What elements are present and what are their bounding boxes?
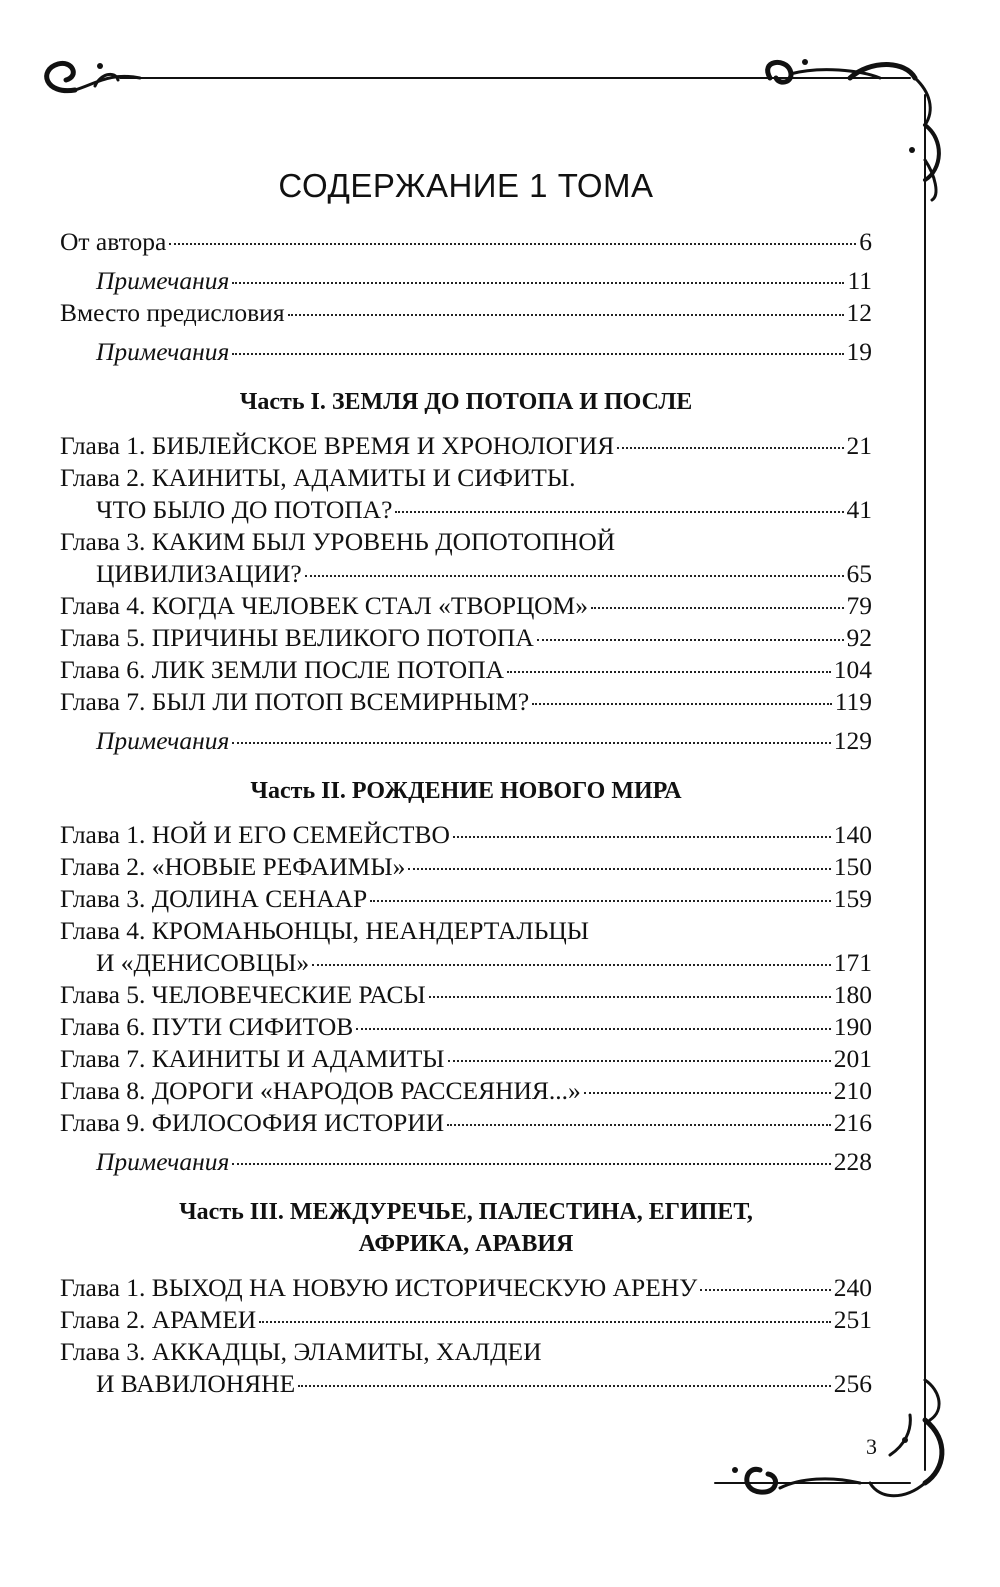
- dot-leader: [232, 742, 830, 744]
- page-title: СОДЕРЖАНИЕ 1 ТОМА: [278, 167, 654, 204]
- toc-entry-label: Глава 8. ДОРОГИ «НАРОДОВ РАССЕЯНИЯ...»: [60, 1076, 581, 1105]
- toc-entry-label-cont: ЦИВИЛИЗАЦИИ?: [96, 559, 302, 588]
- dot-leader: [395, 511, 843, 513]
- toc-entry-page: 150: [833, 852, 872, 881]
- toc-entry-label: Глава 2. «НОВЫЕ РЕФАИМЫ»: [60, 852, 406, 881]
- dot-leader: [453, 836, 831, 838]
- toc-entry-label-cont: И ВАВИЛОНЯНЕ: [96, 1369, 296, 1398]
- toc-entry[interactable]: [60, 297, 872, 329]
- toc-notes-entry[interactable]: [60, 336, 872, 368]
- toc-entry-label: Вместо предисловия: [60, 298, 285, 327]
- toc-entry-page: 190: [833, 1012, 872, 1041]
- toc-entry-page: 92: [846, 623, 872, 652]
- toc-entry-label-cont: И «ДЕНИСОВЦЫ»: [96, 948, 310, 977]
- toc-entry[interactable]: [60, 1075, 872, 1107]
- dot-leader: [312, 964, 831, 966]
- toc-entry[interactable]: [60, 1043, 872, 1075]
- toc-entry-page: 21: [846, 431, 872, 460]
- toc-entry-label: Глава 5. ЧЕЛОВЕЧЕСКИЕ РАСЫ: [60, 980, 426, 1009]
- page-number: 3: [866, 1434, 877, 1459]
- toc-entry-label[interactable]: Глава 4. КРОМАНЬОНЦЫ, НЕАНДЕРТАЛЬЦЫ: [60, 916, 590, 945]
- toc-notes-entry[interactable]: [60, 265, 872, 297]
- toc-entry[interactable]: [60, 226, 872, 258]
- toc-entry-label[interactable]: Глава 3. АККАДЦЫ, ЭЛАМИТЫ, ХАЛДЕИ: [60, 1337, 542, 1366]
- toc-entry[interactable]: [60, 430, 872, 462]
- dot-leader: [259, 1321, 831, 1323]
- toc-entry[interactable]: [60, 1368, 872, 1400]
- toc-entry-page: 12: [846, 298, 872, 327]
- toc-entry[interactable]: [60, 622, 872, 654]
- dot-leader: [700, 1289, 830, 1291]
- toc-entry-page: 11: [847, 266, 872, 295]
- dot-leader: [617, 447, 843, 449]
- toc-entry[interactable]: [60, 851, 872, 883]
- toc-entry[interactable]: [60, 494, 872, 526]
- toc-entry-label: Глава 1. НОЙ И ЕГО СЕМЕЙСТВО: [60, 820, 450, 849]
- toc-entry[interactable]: [60, 819, 872, 851]
- toc-entry[interactable]: [60, 883, 872, 915]
- toc-entry-label[interactable]: Глава 2. КАИНИТЫ, АДАМИТЫ И СИФИТЫ.: [60, 463, 576, 492]
- toc-entry-label: Глава 3. ДОЛИНА СЕНААР: [60, 884, 368, 913]
- toc-entry-label: Глава 5. ПРИЧИНЫ ВЕЛИКОГО ПОТОПА: [60, 623, 534, 652]
- toc-entry[interactable]: [60, 686, 872, 718]
- dot-leader: [232, 1163, 830, 1165]
- toc-entry-page: 140: [833, 820, 872, 849]
- part-heading-line: Часть III. МЕЖДУРЕЧЬЕ, ПАЛЕСТИНА, ЕГИПЕТ,: [179, 1199, 753, 1225]
- toc-entry[interactable]: [60, 979, 872, 1011]
- toc-entry[interactable]: [60, 1107, 872, 1139]
- toc-entry-label: Глава 1. ВЫХОД НА НОВУЮ ИСТОРИЧЕСКУЮ АРЕНУ: [60, 1273, 698, 1302]
- toc-entry-label: Примечания: [96, 266, 230, 295]
- toc-entry-label: Глава 2. АРАМЕИ: [60, 1305, 257, 1334]
- dot-leader: [591, 607, 844, 609]
- toc-notes-entry[interactable]: [60, 725, 872, 757]
- toc-entry-label: Глава 6. ЛИК ЗЕМЛИ ПОСЛЕ ПОТОПА: [60, 655, 505, 684]
- toc-entry[interactable]: [60, 590, 872, 622]
- toc-entry[interactable]: [60, 558, 872, 590]
- toc-entry-label[interactable]: Глава 3. КАКИМ БЫЛ УРОВЕНЬ ДОПОТОПНОЙ: [60, 527, 616, 556]
- toc-entry[interactable]: [60, 654, 872, 686]
- toc-entry-label: Глава 7. БЫЛ ЛИ ПОТОП ВСЕМИРНЫМ?: [60, 687, 530, 716]
- toc-entry-page: 104: [833, 655, 872, 684]
- toc-entry-page: 201: [833, 1044, 872, 1073]
- toc-entry-page: 6: [859, 227, 872, 256]
- toc-entry-label: Глава 1. БИБЛЕЙСКОЕ ВРЕМЯ И ХРОНОЛОГИЯ: [60, 431, 615, 460]
- flourish-top-left-icon: [47, 63, 140, 91]
- toc-entry-label-cont: ЧТО БЫЛО ДО ПОТОПА?: [96, 495, 393, 524]
- dot-leader: [408, 868, 830, 870]
- dot-leader: [429, 996, 831, 998]
- toc-notes-entry[interactable]: [60, 1146, 872, 1178]
- dot-leader: [584, 1092, 831, 1094]
- toc-entry-label: Глава 9. ФИЛОСОФИЯ ИСТОРИИ: [60, 1108, 445, 1137]
- part-heading: Часть I. ЗЕМЛЯ ДО ПОТОПА И ПОСЛЕ: [239, 389, 693, 415]
- toc-entry-page: 129: [833, 726, 872, 755]
- dot-leader: [305, 575, 844, 577]
- toc-entry-page: 41: [846, 495, 872, 524]
- toc-entry-label: Глава 6. ПУТИ СИФИТОВ: [60, 1012, 354, 1041]
- dot-leader: [448, 1060, 831, 1062]
- toc-entry-label: Примечания: [96, 1147, 230, 1176]
- part-heading: Часть II. РОЖДЕНИЕ НОВОГО МИРА: [250, 778, 682, 804]
- toc-entry-page: 180: [833, 980, 872, 1009]
- toc-entry[interactable]: [60, 1272, 872, 1304]
- dot-leader: [356, 1028, 831, 1030]
- toc-entry-label: От автора: [60, 227, 167, 256]
- toc-entry-page: 228: [833, 1147, 872, 1176]
- dot-leader: [169, 243, 856, 245]
- dot-leader: [232, 282, 844, 284]
- toc-entry-page: 79: [846, 591, 872, 620]
- toc-entry-page: 159: [833, 884, 872, 913]
- toc-entry[interactable]: [60, 1304, 872, 1336]
- table-of-contents: [60, 226, 872, 1400]
- dot-leader: [370, 900, 831, 902]
- toc-entry-label: Глава 4. КОГДА ЧЕЛОВЕК СТАЛ «ТВОРЦОМ»: [60, 591, 588, 620]
- toc-entry-page: 216: [833, 1108, 872, 1137]
- toc-entry-page: 251: [833, 1305, 872, 1334]
- dot-leader: [507, 671, 831, 673]
- toc-entry-page: 171: [833, 948, 872, 977]
- toc-entry-label: Примечания: [96, 726, 230, 755]
- dot-leader: [298, 1385, 831, 1387]
- toc-entry-label: Глава 7. КАИНИТЫ И АДАМИТЫ: [60, 1044, 445, 1073]
- toc-entry[interactable]: [60, 1011, 872, 1043]
- toc-entry-page: 119: [834, 687, 872, 716]
- dot-leader: [232, 353, 843, 355]
- dot-leader: [537, 639, 844, 641]
- dot-leader: [532, 703, 832, 705]
- toc-entry[interactable]: [60, 947, 872, 979]
- toc-entry-page: 210: [833, 1076, 872, 1105]
- dot-leader: [447, 1124, 831, 1126]
- toc-entry-page: 65: [846, 559, 872, 588]
- part-heading: [60, 1196, 872, 1260]
- toc-entry-label: Примечания: [96, 337, 230, 366]
- dot-leader: [288, 314, 844, 316]
- toc-entry-page: 256: [833, 1369, 872, 1398]
- toc-entry-page: 19: [846, 337, 872, 366]
- toc-entry-page: 240: [833, 1273, 872, 1302]
- part-heading-line: АФРИКА, АРАВИЯ: [358, 1231, 574, 1257]
